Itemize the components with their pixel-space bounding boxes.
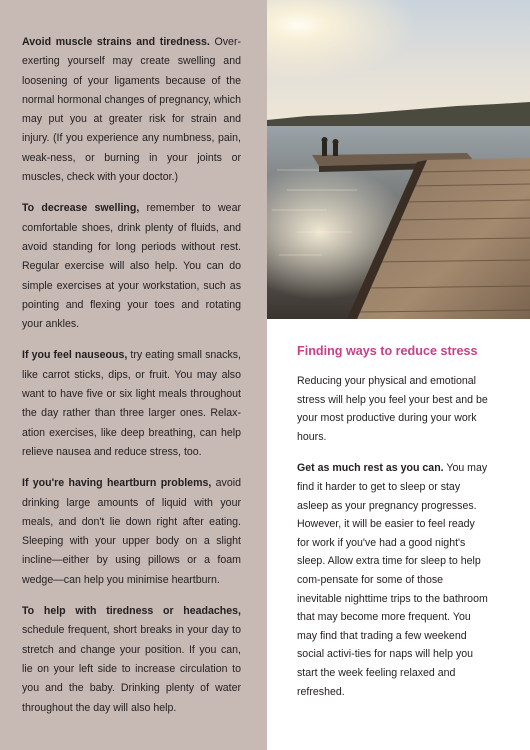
tip-body: Over-exerting yourself may create swelling and loosening of your ligaments because of the normal hormonal changes of pregnancy, which may put you at greater risk for strain and injury. (If you experience any numbness, pain, weak-ness, or burning in your joints or muscles, check with your doctor.) xyxy=(22,36,241,184)
tip-lead: If you're having heartburn problems, xyxy=(22,477,212,490)
intro-paragraph: Reducing your physical and emotional stress will help you feel your best and be your most productive during your work hours. xyxy=(297,375,488,443)
tip-lead: If you feel nauseous, xyxy=(22,349,128,362)
tip-muscle-strains xyxy=(22,33,241,187)
right-column-text xyxy=(297,344,489,714)
left-column-text xyxy=(22,33,241,730)
tip-swelling xyxy=(22,199,241,334)
tip-lead: Avoid muscle strains and tiredness. xyxy=(22,36,210,48)
tip-tiredness xyxy=(22,602,241,718)
tip-nausea xyxy=(22,346,241,462)
tip-lead: To help with tiredness or headaches, xyxy=(22,605,241,618)
tip-body: schedule frequent, short breaks in your day to stretch and change your position. If you can, lie on your left side to increase circulation to you and the baby. Drinking plenty of water throughout the day will also help. xyxy=(22,624,241,714)
pier-photo-illustration xyxy=(267,0,530,319)
sunset-lake-pier-icon xyxy=(267,0,530,319)
section-title: Finding ways to reduce stress xyxy=(297,344,478,358)
tip-body: remember to wear comfortable shoes, drink plenty of fluids, and avoid standing for long periods without rest. Regular exercise will also help. You can do simple exercises at your workstation, such as pointing and flexing your toes and rotating your ankles. xyxy=(22,202,241,331)
tip-body: avoid drinking large amounts of liquid with your meals, and don't lie down right after eating. Sleeping with your upper body on a slight incline—either by using pillows or a foam wedge—can help you minimise heartburn. xyxy=(22,477,241,586)
tip-heartburn xyxy=(22,474,241,590)
tip-lead: To decrease swelling, xyxy=(22,202,140,215)
rest-lead: Get as much rest as you can. xyxy=(297,462,444,475)
rest-body: You may find it harder to get to sleep or stay asleep as your pregnancy progresses. However, it will be easier to feel ready for work if you've had a good night's sleep. Allow extra time for sleep to help com-pensate for some of those inevitable nighttime trips to the bathroom that may become more frequent. You may find that trading a few weekend social activi-ties for naps will help you start the week feeling relaxed and refreshed. xyxy=(297,462,488,698)
rest-paragraph xyxy=(297,459,489,701)
tip-body: try eating small snacks, like carrot sticks, dips, or fruit. You may also want to have five or six light meals throughout the day rather than three larger ones. Relax-ation exercises, like deep breathing, can help relieve nausea and reduce stress, too. xyxy=(22,349,241,458)
